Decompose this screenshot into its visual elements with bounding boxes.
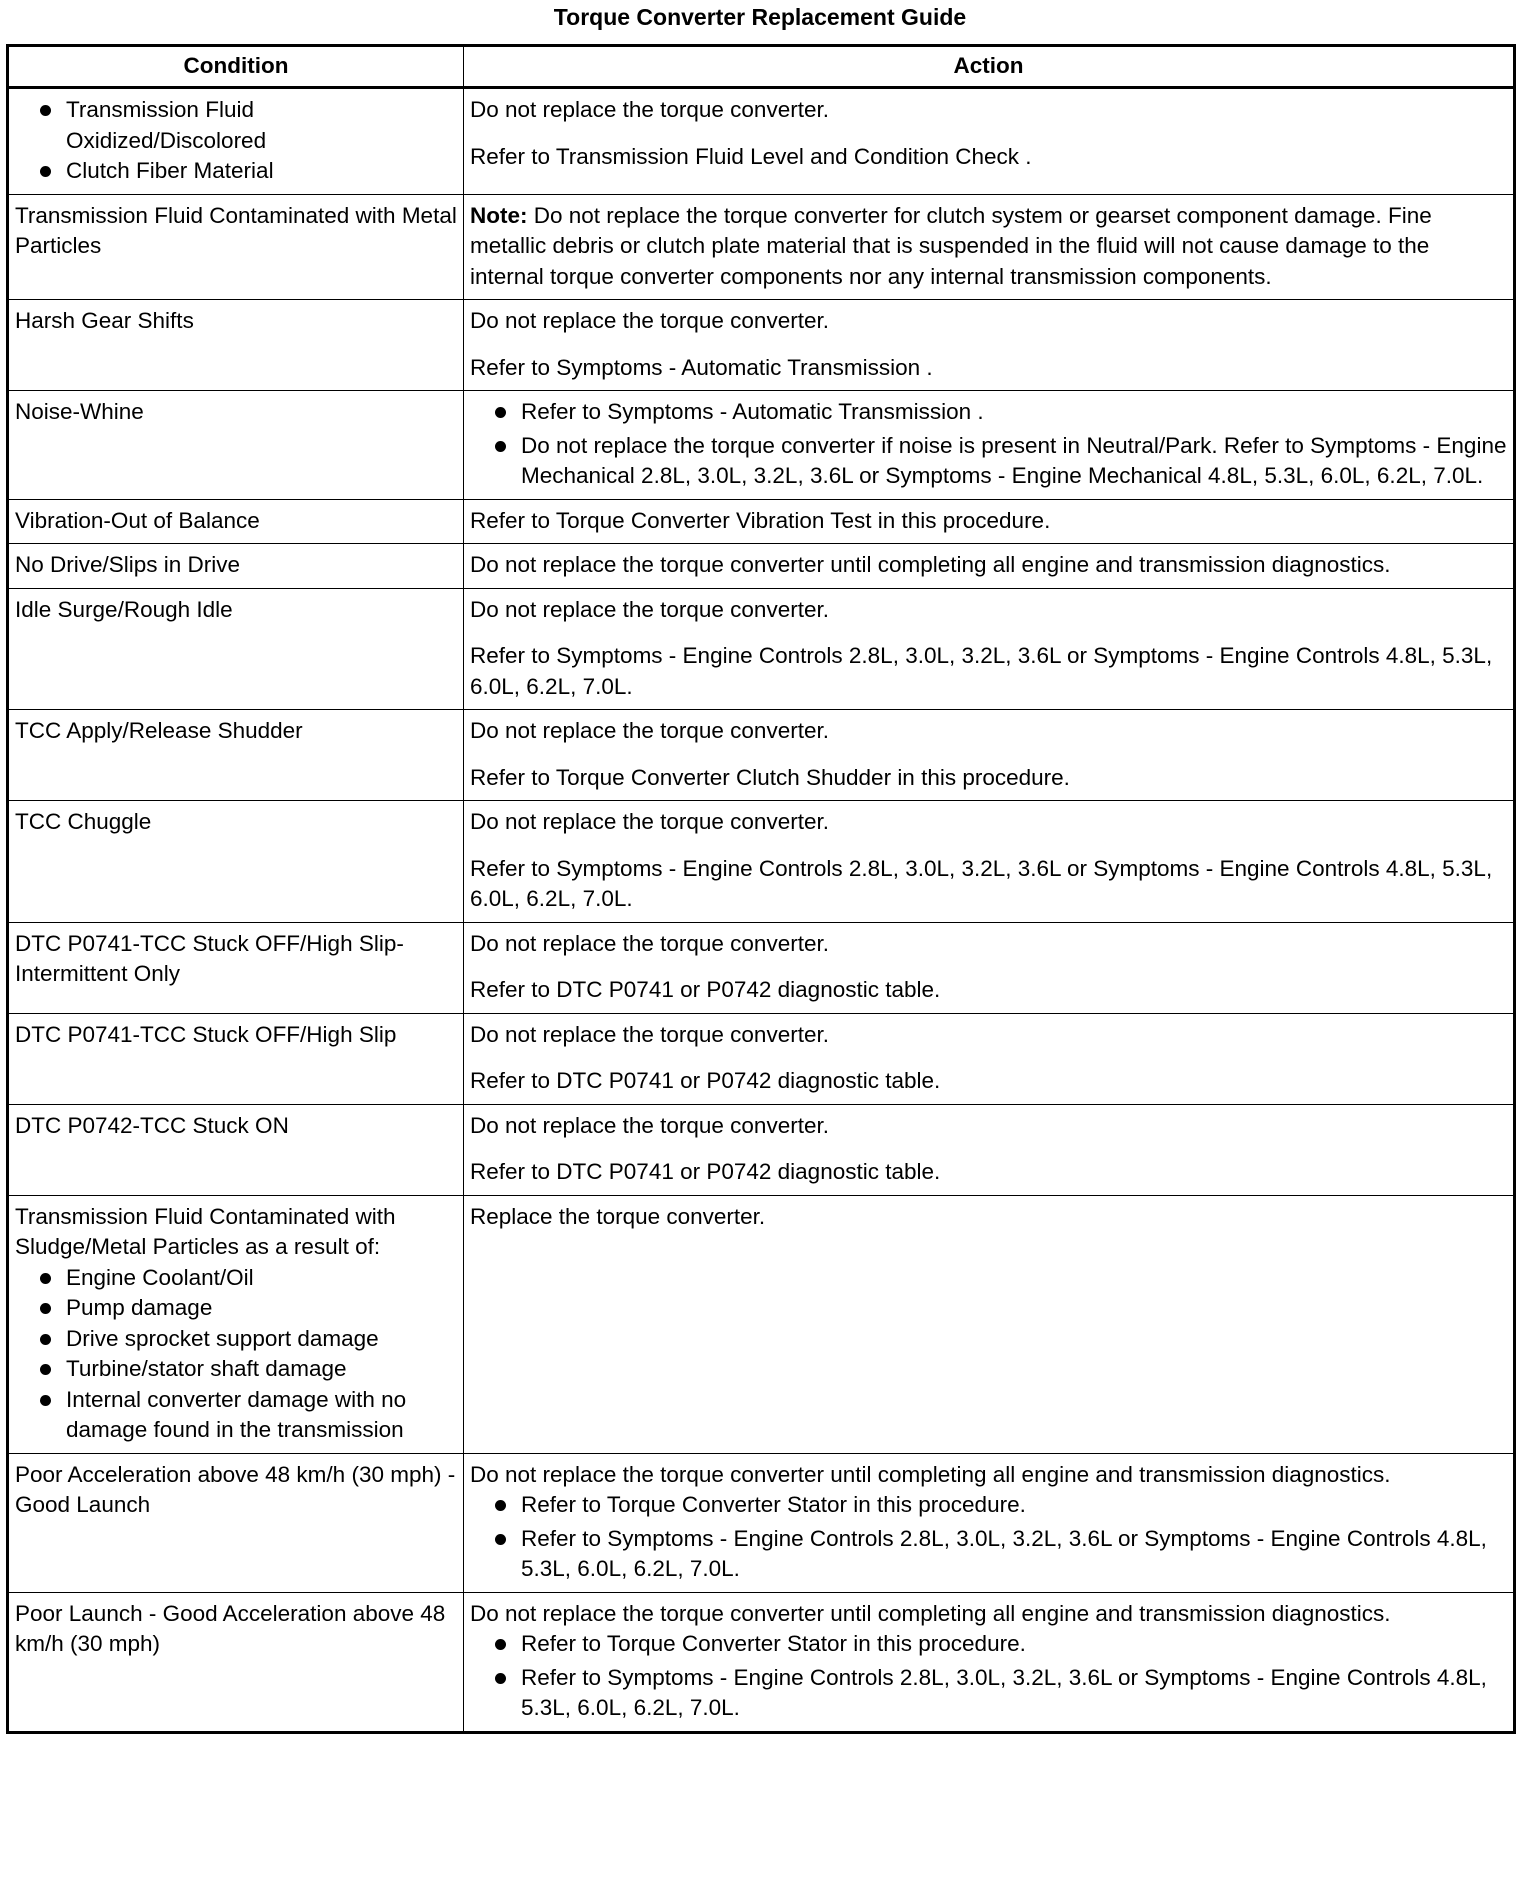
action-text: Do not replace the torque converter. xyxy=(470,308,829,333)
bullet-item: Turbine/stator shaft damage xyxy=(37,1354,457,1385)
action-cell xyxy=(464,300,1515,391)
action-bullet-list xyxy=(470,397,1507,492)
note-text: Do not replace the torque converter for clutch system or gearset component damage. Fine metallic debris or clutch plate material that is suspended in the fluid will not cause damage to the internal torque converter components nor any internal transmission components. xyxy=(470,202,1432,289)
header-row xyxy=(8,46,1515,88)
bullet-item: Drive sprocket support damage xyxy=(37,1324,457,1355)
table-row xyxy=(8,194,1515,300)
action-text: Do not replace the torque converter. xyxy=(470,1112,829,1138)
condition-cell: Transmission Fluid Contaminated with Metal Particles xyxy=(8,194,464,300)
condition-cell: DTC P0741-TCC Stuck OFF/High Slip-Intermittent Only xyxy=(8,922,464,1013)
table-row xyxy=(8,1013,1515,1104)
table-row xyxy=(8,922,1515,1013)
action-text: Refer to Torque Converter Clutch Shudder in this procedure. xyxy=(470,764,1070,790)
action-bullet-list xyxy=(470,1629,1507,1724)
table-row xyxy=(8,1592,1515,1732)
condition-cell: Noise-Whine xyxy=(8,391,464,500)
action-cell xyxy=(464,1592,1515,1732)
note-label: Note: xyxy=(470,202,528,228)
action-cell xyxy=(464,1013,1515,1104)
bullet-item: Pump damage xyxy=(37,1293,457,1324)
action-text: Do not replace the torque converter. xyxy=(470,930,829,956)
action-cell xyxy=(464,588,1515,710)
action-text: Do not replace the torque converter. xyxy=(470,97,829,122)
condition-cell: Vibration-Out of Balance xyxy=(8,499,464,544)
action-text: Refer to Transmission Fluid Level and Condition Check . xyxy=(470,143,1032,169)
condition-cell xyxy=(8,1195,464,1453)
action-text: Refer to Symptoms - Engine Controls 2.8L, 3.0L, 3.2L, 3.6L or Symptoms - Engine Controls 4.8L, 5.3L, 6.0L, 6.2L, 7.0L. xyxy=(470,855,1493,911)
condition-cell: Poor Launch - Good Acceleration above 48 km/h (30 mph) xyxy=(8,1592,464,1732)
bullet-item: Transmission Fluid Oxidized/Discolored xyxy=(37,95,457,156)
table-row xyxy=(8,499,1515,544)
action-text: Refer to Symptoms - Engine Controls 2.8L, 3.0L, 3.2L, 3.6L or Symptoms - Engine Controls 4.8L, 5.3L, 6.0L, 6.2L, 7.0L. xyxy=(470,643,1493,699)
page-title: Torque Converter Replacement Guide xyxy=(553,4,967,30)
action-cell xyxy=(464,1453,1515,1592)
bullet-item: Refer to Torque Converter Stator in this procedure. xyxy=(492,1629,1507,1660)
table-row xyxy=(8,588,1515,710)
action-text: Refer to DTC P0741 or P0742 diagnostic table. xyxy=(470,977,941,1002)
condition-cell: Poor Acceleration above 48 km/h (30 mph) - Good Launch xyxy=(8,1453,464,1592)
action-cell xyxy=(464,922,1515,1013)
table-row xyxy=(8,1195,1515,1453)
bullet-item: Refer to Symptoms - Engine Controls 2.8L, 3.0L, 3.2L, 3.6L or Symptoms - Engine Controls 4.8L, 5.3L, 6.0L, 6.2L, 7.0L. xyxy=(492,1663,1507,1724)
bullet-item: Do not replace the torque converter if noise is present in Neutral/Park. Refer to Symptoms - Engine Mechanical 2.8L, 3.0L, 3.2L, 3.6L or Symptoms - Engine Mechanical 4.8L, 5.3L, 6.0L, 6.2L, 7.0L. xyxy=(492,431,1507,492)
condition-bullet-list xyxy=(15,95,457,187)
condition-cell: DTC P0741-TCC Stuck OFF/High Slip xyxy=(8,1013,464,1104)
action-cell xyxy=(464,801,1515,923)
action-bullet-list xyxy=(470,1490,1507,1585)
action-text: Do not replace the torque converter until completing all engine and transmission diagnostics. xyxy=(470,1461,1391,1487)
bullet-item: Refer to Symptoms - Automatic Transmission . xyxy=(492,397,1507,428)
table-row xyxy=(8,391,1515,500)
table-row xyxy=(8,300,1515,391)
condition-cell: TCC Apply/Release Shudder xyxy=(8,710,464,801)
table-row xyxy=(8,88,1515,195)
table-row xyxy=(8,710,1515,801)
condition-cell: Idle Surge/Rough Idle xyxy=(8,588,464,710)
action-cell xyxy=(464,194,1515,300)
action-text: Do not replace the torque converter. xyxy=(470,718,829,743)
action-text: Refer to Symptoms - Automatic Transmission . xyxy=(470,354,933,380)
action-cell xyxy=(464,1104,1515,1195)
replacement-guide-table xyxy=(6,44,1516,1734)
action-text: Refer to DTC P0741 or P0742 diagnostic table. xyxy=(470,1068,941,1093)
bullet-item: Refer to Symptoms - Engine Controls 2.8L, 3.0L, 3.2L, 3.6L or Symptoms - Engine Controls 4.8L, 5.3L, 6.0L, 6.2L, 7.0L. xyxy=(492,1524,1507,1585)
bullet-item: Engine Coolant/Oil xyxy=(37,1263,457,1294)
action-cell: Do not replace the torque converter until completing all engine and transmission diagnostics. xyxy=(464,544,1515,589)
action-cell: Replace the torque converter. xyxy=(464,1195,1515,1453)
action-text: Do not replace the torque converter. xyxy=(470,809,829,834)
condition-cell xyxy=(8,88,464,195)
condition-cell: Harsh Gear Shifts xyxy=(8,300,464,391)
table-row xyxy=(8,1453,1515,1592)
action-text: Refer to DTC P0741 or P0742 diagnostic table. xyxy=(470,1159,941,1184)
bullet-item: Internal converter damage with no damage found in the transmission xyxy=(37,1385,457,1446)
action-cell xyxy=(464,88,1515,195)
condition-text: Transmission Fluid Contaminated with Sludge/Metal Particles as a result of: xyxy=(15,1203,396,1259)
action-text: Do not replace the torque converter. xyxy=(470,596,829,622)
action-text: Do not replace the torque converter. xyxy=(470,1021,829,1047)
action-text: Do not replace the torque converter until completing all engine and transmission diagnostics. xyxy=(470,1600,1391,1626)
bullet-item: Clutch Fiber Material xyxy=(37,156,457,187)
action-cell xyxy=(464,391,1515,500)
action-cell xyxy=(464,710,1515,801)
condition-bullet-list xyxy=(15,1263,457,1446)
bullet-item: Refer to Torque Converter Stator in this procedure. xyxy=(492,1490,1507,1521)
table-row xyxy=(8,544,1515,589)
action-header: Action xyxy=(464,46,1515,88)
condition-cell: TCC Chuggle xyxy=(8,801,464,923)
table-row xyxy=(8,801,1515,923)
condition-cell: No Drive/Slips in Drive xyxy=(8,544,464,589)
condition-cell: DTC P0742-TCC Stuck ON xyxy=(8,1104,464,1195)
condition-header: Condition xyxy=(8,46,464,88)
action-cell: Refer to Torque Converter Vibration Test in this procedure. xyxy=(464,499,1515,544)
table-row xyxy=(8,1104,1515,1195)
